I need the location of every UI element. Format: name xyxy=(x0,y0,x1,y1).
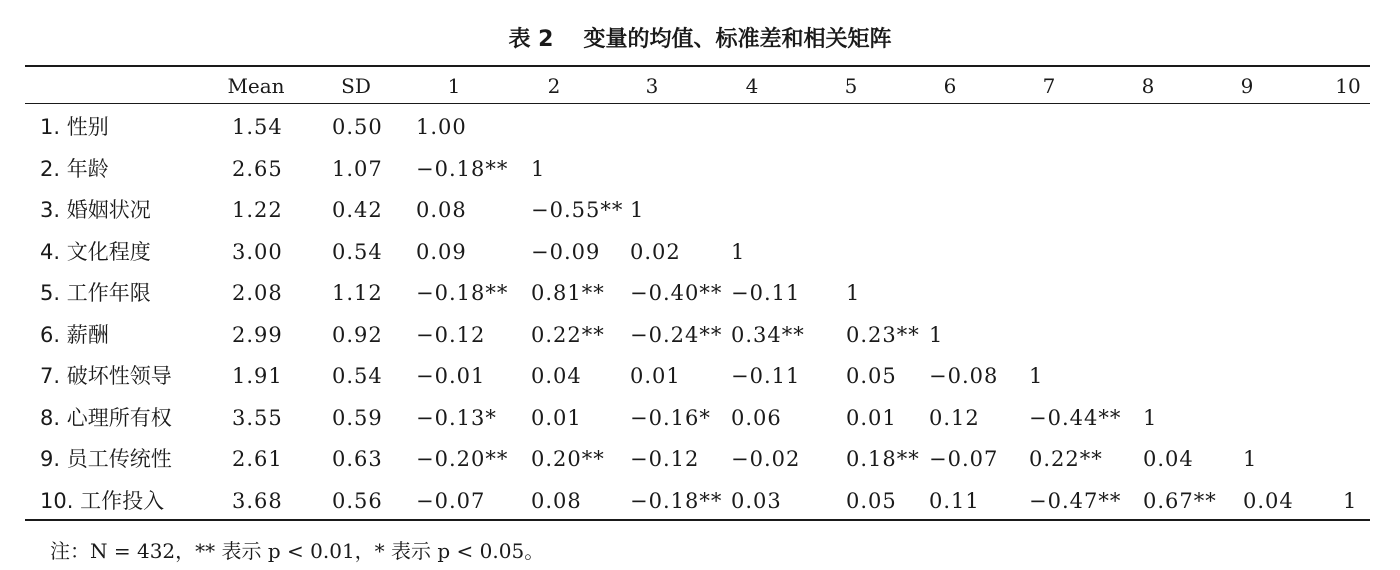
row-label: 10. 工作投入 xyxy=(40,488,165,513)
table-cell: 0.02 xyxy=(630,239,681,264)
table-cell: −0.18** xyxy=(416,281,509,305)
table-cell: 0.09 xyxy=(416,239,467,264)
table-cell: −0.12 xyxy=(630,447,700,471)
table-cell: −0.11 xyxy=(731,281,801,305)
table-cell: 0.01 xyxy=(531,405,582,430)
col-header-1: 1 xyxy=(447,74,461,98)
bottom-rule xyxy=(25,519,1370,521)
col-header-8: 8 xyxy=(1141,74,1155,98)
table-cell: 1.22 xyxy=(232,198,283,222)
table-row xyxy=(0,439,1400,479)
col-header-5: 5 xyxy=(844,74,858,98)
table-cell: −0.13* xyxy=(416,405,497,430)
table-cell: 0.23** xyxy=(846,322,920,347)
table-cell: 0.04 xyxy=(1243,488,1294,513)
table-cell: −0.16* xyxy=(630,405,711,430)
table-cell: −0.07 xyxy=(929,447,999,471)
table-cell: 1.54 xyxy=(232,115,283,139)
table-cell: 1 xyxy=(929,322,944,347)
table-cell: 1 xyxy=(630,198,645,222)
header-row xyxy=(0,66,1400,106)
col-header-sd: SD xyxy=(341,74,371,98)
table-cell: 1 xyxy=(1143,405,1158,430)
col-header-3: 3 xyxy=(645,74,659,98)
table-cell: 0.50 xyxy=(332,115,383,139)
table-note: 注：N = 432，** 表示 p < 0.01，* 表示 p < 0.05。 xyxy=(50,539,545,563)
row-label: 3. 婚姻状况 xyxy=(40,198,151,222)
table-cell: −0.18** xyxy=(630,488,723,513)
table-cell: −0.09 xyxy=(531,239,601,264)
table-cell: 1 xyxy=(531,156,546,181)
table-row xyxy=(0,273,1400,313)
row-label: 4. 文化程度 xyxy=(40,239,151,264)
table-cell: 0.42 xyxy=(332,198,383,222)
table-cell: 1 xyxy=(1343,488,1358,513)
table-cell: −0.20** xyxy=(416,447,509,471)
table-cell: −0.07 xyxy=(416,488,486,513)
table-cell: 0.59 xyxy=(332,405,383,430)
row-label: 7. 破坏性领导 xyxy=(40,364,172,388)
table-cell: 0.54 xyxy=(332,364,383,388)
table-cell: 0.04 xyxy=(531,364,582,388)
table-cell: −0.18** xyxy=(416,156,509,181)
table-cell: 0.04 xyxy=(1143,447,1194,471)
caption-title: 变量的均值、标准差和相关矩阵 xyxy=(583,27,892,52)
table-cell: 0.63 xyxy=(332,447,383,471)
table-row xyxy=(0,481,1400,521)
row-label: 2. 年龄 xyxy=(40,156,109,181)
table-cell: 0.56 xyxy=(332,488,383,513)
table-cell: 0.08 xyxy=(531,488,582,513)
table-row xyxy=(0,232,1400,272)
table-row xyxy=(0,315,1400,355)
table-cell: −0.55** xyxy=(531,198,624,222)
table-cell: 0.81** xyxy=(531,281,605,305)
table-cell: 0.08 xyxy=(416,198,467,222)
row-label: 5. 工作年限 xyxy=(40,281,151,305)
table-cell: 1.91 xyxy=(232,364,283,388)
table-row xyxy=(0,107,1400,147)
col-header-6: 6 xyxy=(943,74,957,98)
table-cell: −0.02 xyxy=(731,447,801,471)
row-label: 8. 心理所有权 xyxy=(40,405,172,430)
table-cell: −0.47** xyxy=(1029,488,1122,513)
table-cell: 1 xyxy=(1243,447,1258,471)
col-header-4: 4 xyxy=(745,74,759,98)
table-cell: 0.20** xyxy=(531,447,605,471)
table-cell: −0.40** xyxy=(630,281,723,305)
table-cell: 2.61 xyxy=(232,447,283,471)
col-header-10: 10 xyxy=(1335,74,1361,98)
table-cell: −0.12 xyxy=(416,322,486,347)
table-cell: 1 xyxy=(846,281,861,305)
table-row xyxy=(0,149,1400,189)
table-cell: 1.07 xyxy=(332,156,383,181)
table-cell: 0.92 xyxy=(332,322,383,347)
header-rule xyxy=(25,103,1370,104)
table-cell: 0.05 xyxy=(846,488,897,513)
table-cell: 2.65 xyxy=(232,156,283,181)
table-cell: 0.01 xyxy=(846,405,897,430)
table-cell: 3.00 xyxy=(232,239,283,264)
table-row xyxy=(0,190,1400,230)
table-cell: −0.11 xyxy=(731,364,801,388)
table-cell: 0.11 xyxy=(929,488,980,513)
col-header-7: 7 xyxy=(1042,74,1056,98)
table-row xyxy=(0,398,1400,438)
col-header-mean: Mean xyxy=(227,74,285,98)
table-cell: 0.54 xyxy=(332,239,383,264)
col-header-9: 9 xyxy=(1240,74,1254,98)
table-cell: −0.44** xyxy=(1029,405,1122,430)
table-cell: 2.08 xyxy=(232,281,283,305)
caption-number: 表 2 xyxy=(508,27,554,52)
table-cell: −0.08 xyxy=(929,364,999,388)
table-cell: 0.06 xyxy=(731,405,782,430)
table-cell: 1.00 xyxy=(416,115,467,139)
table-cell: 2.99 xyxy=(232,322,283,347)
table-caption xyxy=(0,22,1400,53)
table-cell: 0.18** xyxy=(846,447,920,471)
row-label: 6. 薪酬 xyxy=(40,322,109,347)
table-cell: 3.68 xyxy=(232,488,283,513)
table-cell: 0.22** xyxy=(531,322,605,347)
table-cell: 0.67** xyxy=(1143,488,1217,513)
table-cell: 1 xyxy=(731,239,746,264)
table-cell: −0.24** xyxy=(630,322,723,347)
table-row xyxy=(0,356,1400,396)
table-cell: 1 xyxy=(1029,364,1044,388)
row-label: 1. 性别 xyxy=(40,115,109,139)
table-cell: 0.22** xyxy=(1029,447,1103,471)
table-cell: 3.55 xyxy=(232,405,283,430)
col-header-2: 2 xyxy=(547,74,561,98)
table-cell: 1.12 xyxy=(332,281,383,305)
row-label: 9. 员工传统性 xyxy=(40,447,172,471)
table-cell: 0.12 xyxy=(929,405,980,430)
table-cell: 0.01 xyxy=(630,364,681,388)
table-cell: 0.05 xyxy=(846,364,897,388)
table-cell: 0.03 xyxy=(731,488,782,513)
table-cell: 0.34** xyxy=(731,322,805,347)
table-cell: −0.01 xyxy=(416,364,486,388)
